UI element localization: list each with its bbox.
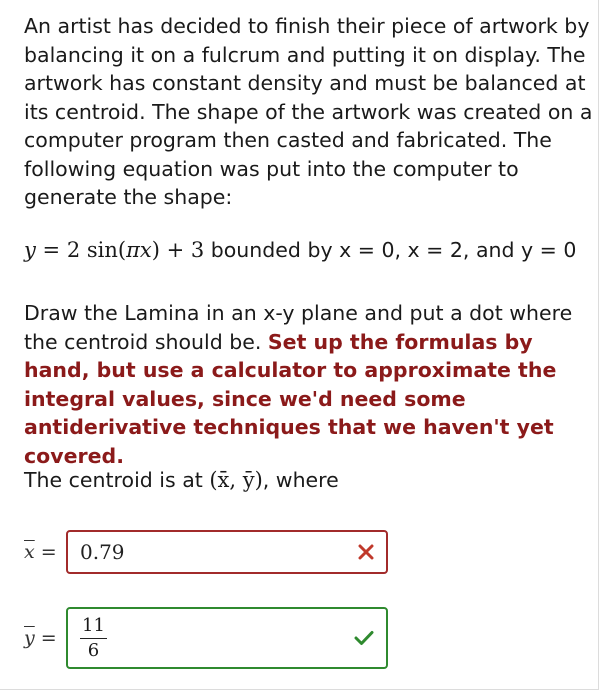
x-bar-label bbox=[24, 541, 66, 563]
centroid-point: (x̄, ȳ) bbox=[209, 468, 263, 492]
y-bar-label bbox=[24, 627, 66, 649]
equation-pi-x: πx bbox=[126, 238, 152, 262]
shape-equation bbox=[24, 238, 576, 262]
instructions bbox=[24, 299, 594, 470]
problem-statement bbox=[24, 12, 594, 212]
x-icon bbox=[358, 544, 374, 560]
x-bar-row bbox=[24, 530, 388, 574]
equation-math bbox=[24, 238, 204, 262]
y-bar-fraction bbox=[80, 616, 107, 661]
equation-equals: = 2 sin( bbox=[35, 238, 127, 262]
x-bar-equals: = bbox=[34, 541, 57, 563]
equation-rest: ) + 3 bbox=[151, 238, 205, 262]
y-bar-row bbox=[24, 607, 388, 669]
y-bar-equals: = bbox=[34, 627, 57, 649]
equation-y: y bbox=[24, 238, 36, 262]
equation-bounds: bounded by x = 0, x = 2, and y = 0 bbox=[204, 238, 577, 262]
centroid-prefix: The centroid is at bbox=[24, 468, 210, 492]
problem-paragraph: An artist has decided to finish their piece of artwork by balancing it on a fulcrum and putting it on display. The artwork has constant density and must be balanced at its centroid. The shape of the artwork was created on a computer program then casted and fabricated. The following equation was put into the computer to generate the shape: bbox=[24, 14, 593, 209]
centroid-suffix: , where bbox=[262, 468, 339, 492]
y-bar-input[interactable] bbox=[66, 607, 388, 669]
instruction-emphasis: Set up the formulas by hand, but use a calculator to approximate the integral values, since we'd need some antiderivative techniques that we haven't yet covered. bbox=[24, 329, 557, 468]
x-bar-value: 0.79 bbox=[80, 540, 125, 564]
x-bar-input[interactable] bbox=[66, 530, 388, 574]
centroid-statement bbox=[24, 468, 339, 492]
check-icon bbox=[354, 630, 374, 646]
y-bar-denominator: 6 bbox=[87, 639, 100, 661]
y-bar-symbol: $\overline{y}$ bbox=[24, 627, 35, 649]
instruction-plain: Draw the Lamina in an x-y plane and put a dot where the centroid should be. bbox=[24, 301, 573, 354]
x-bar-symbol: $\overline{x}$ bbox=[24, 541, 35, 563]
y-bar-numerator: 11 bbox=[80, 616, 107, 639]
